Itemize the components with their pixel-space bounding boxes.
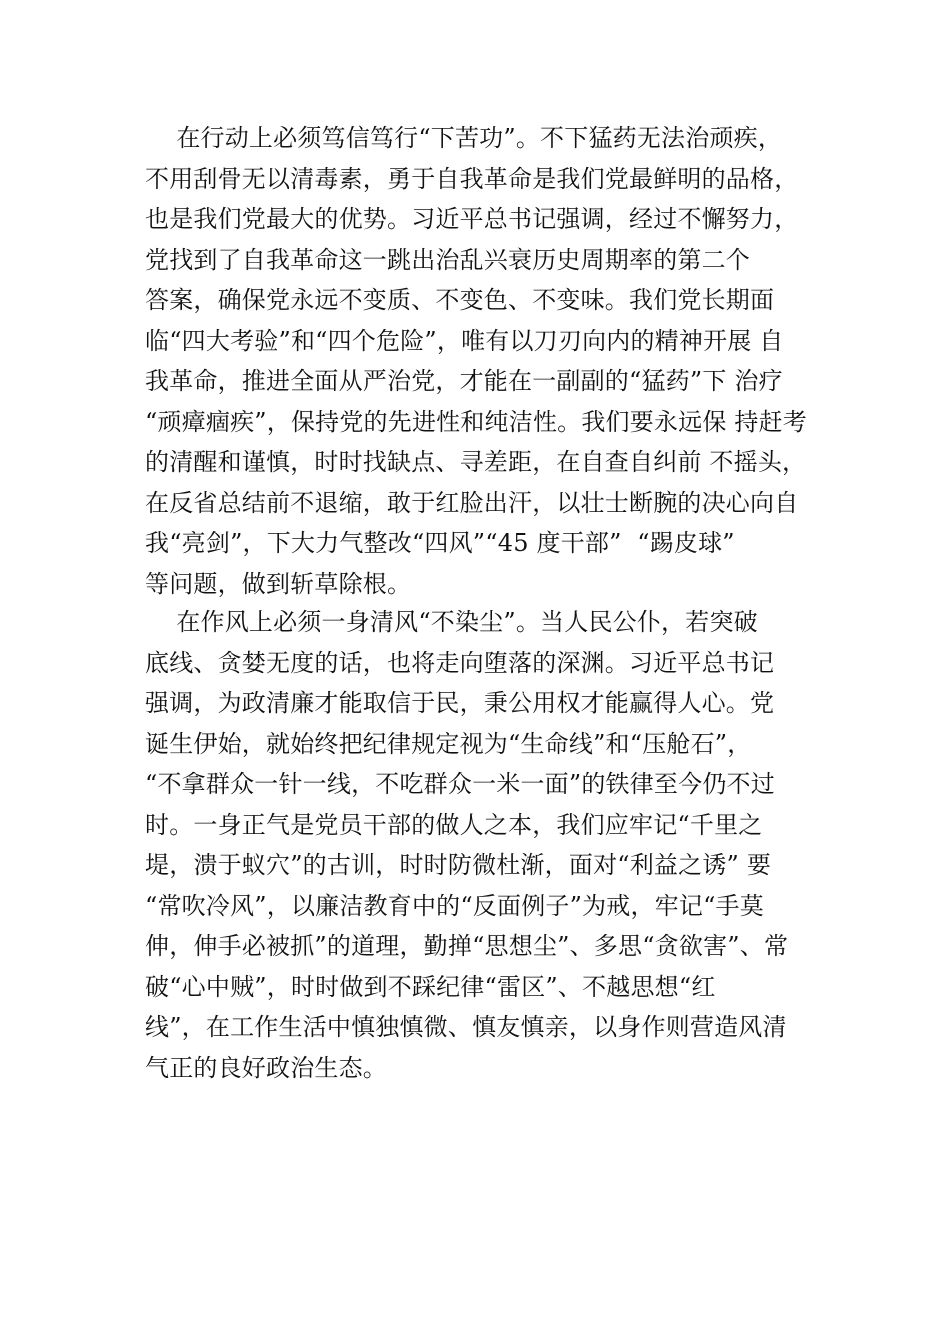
text-line: 底线、贪婪无度的话，也将走向堕落的深渊。习近平总书记 [145, 648, 775, 677]
text-line: “不拿群众一针一线，不吃群众一米一面”的铁律至今仍不过 [145, 770, 775, 798]
text-line: 不用刮骨无以清毒素，勇于自我革命是我们党最鲜明的品格， [145, 164, 799, 193]
text-line: 诞生伊始，就始终把纪律规定视为“生命线”和“压舱石”， [145, 729, 752, 758]
text-line: 的清醒和谨慎，时时找缺点、寻差距，在自查自纠前 不摇头， [145, 448, 807, 476]
text-line: 伸，伸手必被抓”的道理，勤掸“思想尘”、多思“贪欲害”、常 [145, 932, 789, 960]
text-line: 气正的良好政治生态。 [145, 1053, 387, 1082]
text-line: “常吹冷风”，以廉洁教育中的“反面例子”为戒，牢记“手莫 [145, 891, 764, 920]
paragraph-clean-conduct [145, 602, 835, 1088]
paragraph-self-revolution [145, 118, 835, 604]
text-line: 我革命，推进全面从严治党，才能在一副副的“猛药”下 治疗 [145, 367, 783, 395]
text-line: 等问题，做到斩草除根。 [145, 569, 412, 598]
text-line: 堤，溃于蚁穴”的古训，时时防微杜渐，面对“利益之诱” 要 [145, 851, 772, 879]
text-line: 我“亮剑”，下大力气整改“四风”“45 度干部” “踢皮球” [145, 529, 735, 557]
text-line: 临“四大考验”和“四个危险”，唯有以刀刃向内的精神开展 自 [145, 326, 784, 355]
text-line: 在行动上必须笃信笃行“下苦功”。不下猛药无法治顽疾， [145, 124, 783, 152]
text-line: 强调，为政清廉才能取信于民，秉公用权才能赢得人心。党 [145, 689, 775, 717]
text-line: 线”，在工作生活中慎独慎微、慎友慎亲，以身作则营造风清 [145, 1013, 787, 1041]
text-line: 答案，确保党永远不变质、不变色、不变味。我们党长期面 [145, 286, 775, 314]
text-line: 在作风上必须一身清风“不染尘”。当人民公仆，若突破 [145, 608, 758, 636]
text-line: “顽瘴痼疾”，保持党的先进性和纯洁性。我们要永远保 持赶考 [145, 407, 807, 436]
text-line: 破“心中贼”，时时做到不踩纪律“雷区”、不越思想“红 [145, 972, 716, 1001]
text-line: 党找到了自我革命这一跳出治乱兴衰历史周期率的第二个 [145, 245, 750, 274]
text-line: 时。一身正气是党员干部的做人之本，我们应牢记“千里之 [145, 810, 763, 839]
text-line: 也是我们党最大的优势。习近平总书记强调，经过不懈努力， [145, 205, 799, 233]
text-line: 在反省总结前不退缩，敢于红脸出汗，以壮士断腕的决心向自 [145, 488, 799, 517]
